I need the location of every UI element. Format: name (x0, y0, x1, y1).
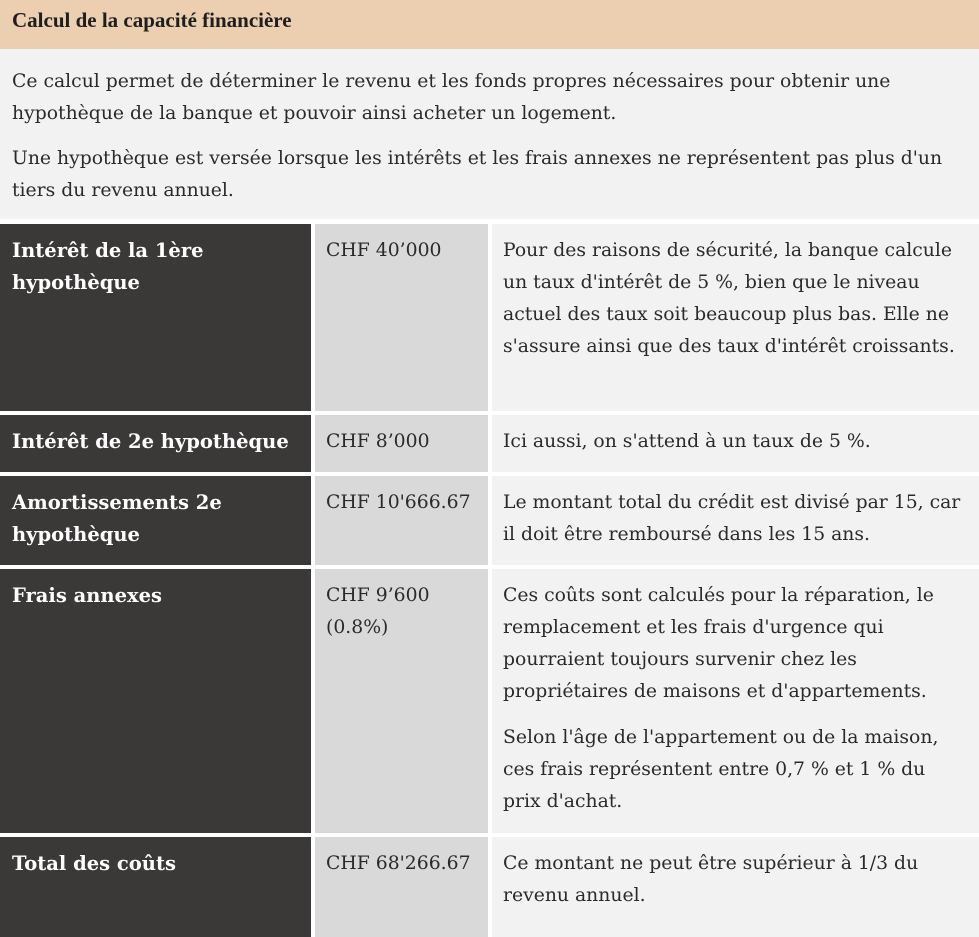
intro-text (0, 49, 979, 219)
table-row (0, 415, 979, 472)
description-paragraph: Ces coûts sont calculés pour la réparation, le remplacement et les frais d'urgence qui pourraient toujours survenir chez les propriétaires de maisons et d'appartements. (503, 585, 934, 702)
intro-paragraph: Ce calcul permet de déterminer le revenu et les fonds propres nécessaires pour obtenir une hypothèque de la banque et pouvoir ainsi acheter un logement. (12, 71, 891, 124)
intro-paragraph: Une hypothèque est versée lorsque les intérêts et les frais annexes ne représentent pas plus d'un tiers du revenu annuel. (12, 148, 943, 201)
row-description (492, 224, 979, 411)
table-row (0, 476, 979, 565)
section-title: Calcul de la capacité financière (0, 0, 979, 49)
row-label: Total des coûts (0, 837, 311, 937)
row-label: Amortissements 2e hypothèque (0, 476, 311, 565)
row-description (492, 476, 979, 565)
table-row (0, 224, 979, 411)
row-amount: CHF 68'266.67 (315, 837, 488, 937)
description-paragraph: Ici aussi, on s'attend à un taux de 5 %. (503, 431, 871, 452)
row-description (492, 415, 979, 472)
description-paragraph: Le montant total du crédit est divisé par 15, car il doit être remboursé dans les 15 ans. (503, 492, 961, 545)
description-paragraph: Ce montant ne peut être supérieur à 1/3 du revenu annuel. (503, 853, 919, 906)
row-label: Intérêt de 2e hypothèque (0, 415, 311, 472)
table-row (0, 837, 979, 937)
row-amount: CHF 10'666.67 (315, 476, 488, 565)
description-paragraph: Selon l'âge de l'appartement ou de la maison, ces frais représentent entre 0,7 % et 1 % du prix d'achat. (503, 727, 939, 812)
row-label: Intérêt de la 1ère hypothèque (0, 224, 311, 411)
row-amount: CHF 40’000 (315, 224, 488, 411)
table-row (0, 569, 979, 833)
row-amount: CHF 9’600 (0.8%) (315, 569, 488, 833)
description-paragraph: Pour des raisons de sécurité, la banque calcule un taux d'intérêt de 5 %, bien que le niveau actuel des taux soit beaucoup plus bas. Elle ne s'assure ainsi que des taux d'intérêt croissants. (503, 240, 955, 357)
row-description (492, 837, 979, 937)
row-amount: CHF 8’000 (315, 415, 488, 472)
row-label: Frais annexes (0, 569, 311, 833)
row-description (492, 569, 979, 833)
